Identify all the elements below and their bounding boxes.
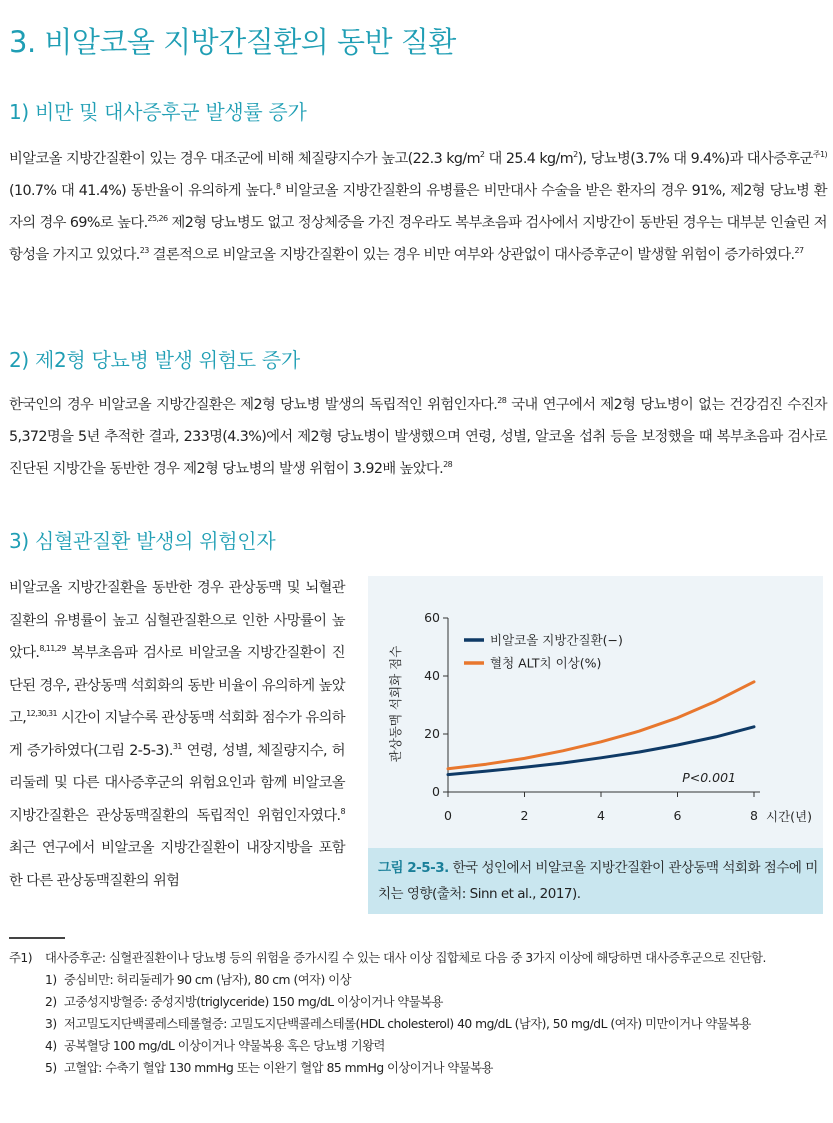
criterion-number: 2) [45, 995, 57, 1009]
citation-superscript: 8,11,29 [39, 644, 66, 654]
x-axis-label: 시간(년) [766, 809, 812, 824]
footnote [9, 947, 827, 1079]
citation-superscript: 23 [139, 246, 149, 256]
criterion-number: 5) [45, 1061, 57, 1075]
figure-caption-text: 한국 성인에서 비알코올 지방간질환이 관상동맥 석회화 점수에 미치는 영향(출처: Sinn et al., 2017). [378, 860, 818, 902]
text-run: ), 당뇨병(3.7% 대 9.4%)과 대사증후군 [577, 151, 813, 167]
footnote-criterion [45, 1013, 827, 1035]
citation-superscript: 31 [172, 741, 182, 751]
x-tick-label: 8 [750, 808, 758, 823]
text-run: 국내 연구에서 제2형 당뇨병이 없는 건강검진 수진자 5,372명을 5년 추적한 결과, 233명(4.3%)에서 제2형 당뇨병이 발생했으며 연령, 성별, 알코올 섭취 등을 보정했을 때 복부초음파 검사로 진단된 지방간을 동반한 경우 제2형 당뇨병의 발생 위험이 3.92배 높았다. [9, 397, 827, 477]
text-run: 제2형 당뇨병도 없고 정상체중을 가진 경우라도 복부초음파 검사에서 지방간이 동반된 경우는 대부분 인슐린 저항성을 가지고 있었다. [9, 215, 828, 263]
criterion-text: 중심비만: 허리둘레가 90 cm (남자), 80 cm (여자) 이상 [64, 973, 351, 987]
citation-superscript: 25,26 [147, 214, 168, 224]
y-tick-label: 60 [424, 610, 440, 625]
text-run: 비알코올 지방간질환의 유병률은 비만대사 수술을 받은 환자의 경우 91%, 제2형 당뇨병 환자의 경우 69%로 높다. [9, 183, 827, 231]
p-value-label: P<0.001 [682, 770, 736, 785]
x-tick-label: 2 [520, 808, 529, 823]
citation-superscript: 2 [573, 150, 578, 160]
text-run: 한국인의 경우 비알코올 지방간질환은 제2형 당뇨병 발생의 독립적인 위험인자다. [9, 397, 498, 413]
y-axis-label: 관상동맥 석회화 점수 [388, 645, 403, 763]
footnote-text: 대사증후군: 심혈관질환이나 당뇨병 등의 위험을 증가시킬 수 있는 대사 이상 집합체로 다음 중 3가지 이상에 해당하면 대사증후군으로 진단함. [45, 951, 766, 965]
legend-entry: 혈청 ALT치 이상(%) [490, 655, 602, 671]
figure-label: 그림 2-5-3. [378, 860, 449, 876]
text-run: 비알코올 지방간질환을 동반한 경우 관상동맥 및 뇌혈관질환의 유병률이 높고 심혈관질환으로 인한 사망률이 높았다. [9, 580, 345, 661]
section-heading-diabetes: 2) 제2형 당뇨병 발생 위험도 증가 [9, 348, 300, 372]
criterion-text: 공복혈당 100 mg/dL 이상이거나 약물복용 혹은 당뇨병 기왕력 [64, 1039, 385, 1053]
text-run: 비알코올 지방간질환이 있는 경우 대조군에 비해 체질량지수가 높고(22.3 kg/m [9, 151, 480, 167]
series-line-1 [448, 727, 754, 775]
footnote-criterion [45, 991, 827, 1013]
y-tick-label: 40 [424, 668, 440, 683]
figure-caption [378, 855, 818, 907]
citation-superscript: 8 [275, 182, 281, 192]
footnote-criteria-list [45, 969, 827, 1079]
text-run: 대 25.4 kg/m [484, 151, 574, 167]
footnote-criterion [45, 1057, 827, 1079]
criterion-text: 고혈압: 수축기 혈압 130 mmHg 또는 이완기 혈압 85 mmHg 이상이거나 약물복용 [64, 1061, 493, 1075]
section-heading-obesity: 1) 비만 및 대사증후군 발생률 증가 [9, 100, 307, 124]
y-tick-label: 0 [432, 784, 440, 799]
page-title: 3. 비알코올 지방간질환의 동반 질환 [9, 25, 456, 59]
section-body-diabetes [9, 389, 827, 485]
footnote-mark: 주1) [9, 951, 32, 965]
section-body-cardiovascular [9, 572, 345, 897]
criterion-text: 고중성지방혈증: 중성지방(triglyceride) 150 mg/dL 이상이거나 약물복용 [64, 995, 443, 1009]
x-tick-label: 4 [597, 808, 605, 823]
citation-superscript: 8 [340, 806, 345, 816]
criterion-number: 4) [45, 1039, 57, 1053]
section-heading-cardiovascular: 3) 심혈관질환 발생의 위험인자 [9, 529, 276, 553]
text-run: 시간이 지날수록 관상동맥 석회화 점수가 유의하게 증가하였다(그림 2-5-3). [9, 710, 345, 759]
footnote-criterion [45, 1035, 827, 1057]
footnote-divider [9, 937, 65, 939]
section-body-obesity [9, 143, 827, 271]
citation-superscript: 12,30,31 [26, 709, 57, 719]
criterion-number: 3) [45, 1017, 57, 1031]
coronary-calcification-chart [368, 576, 823, 848]
legend-entry: 비알코올 지방간질환(−) [490, 632, 623, 648]
citation-superscript: 28 [497, 396, 507, 406]
y-tick-label: 20 [424, 726, 440, 741]
text-run: 최근 연구에서 비알코올 지방간질환이 내장지방을 포함한 다른 관상동맥질환의 위험 [9, 840, 345, 889]
x-tick-label: 0 [444, 808, 452, 823]
text-run: 결론적으로 비알코올 지방간질환이 있는 경우 비만 여부와 상관없이 대사증후군이 발생할 위험이 증가하였다. [148, 247, 795, 263]
citation-superscript: 27 [794, 246, 804, 256]
text-run: (10.7% 대 41.4%) 동반율이 유의하게 높다. [9, 183, 276, 199]
x-tick-label: 6 [673, 808, 682, 823]
text-run: 복부초음파 검사로 비알코올 지방간질환이 진단된 경우, 관상동맥 석회화의 동반 비율이 유의하게 높았고, [9, 645, 345, 726]
series-line-2 [448, 682, 754, 769]
citation-superscript: 2 [479, 150, 485, 160]
criterion-number: 1) [45, 973, 57, 987]
text-run: 연령, 성별, 체질량지수, 허리둘레 및 다른 대사증후군의 위험요인과 함께 비알코올 지방간질환은 관상동맥질환의 독립적인 위험인자였다. [9, 742, 345, 824]
citation-superscript: 28 [443, 460, 453, 470]
citation-superscript: 주1) [812, 150, 827, 160]
criterion-text: 저고밀도지단백콜레스테롤혈증: 고밀도지단백콜레스테롤(HDL cholesterol) 40 mg/dL (남자), 50 mg/dL (여자) 미만이거나 약물복용 [64, 1017, 751, 1031]
footnote-criterion [45, 969, 827, 991]
